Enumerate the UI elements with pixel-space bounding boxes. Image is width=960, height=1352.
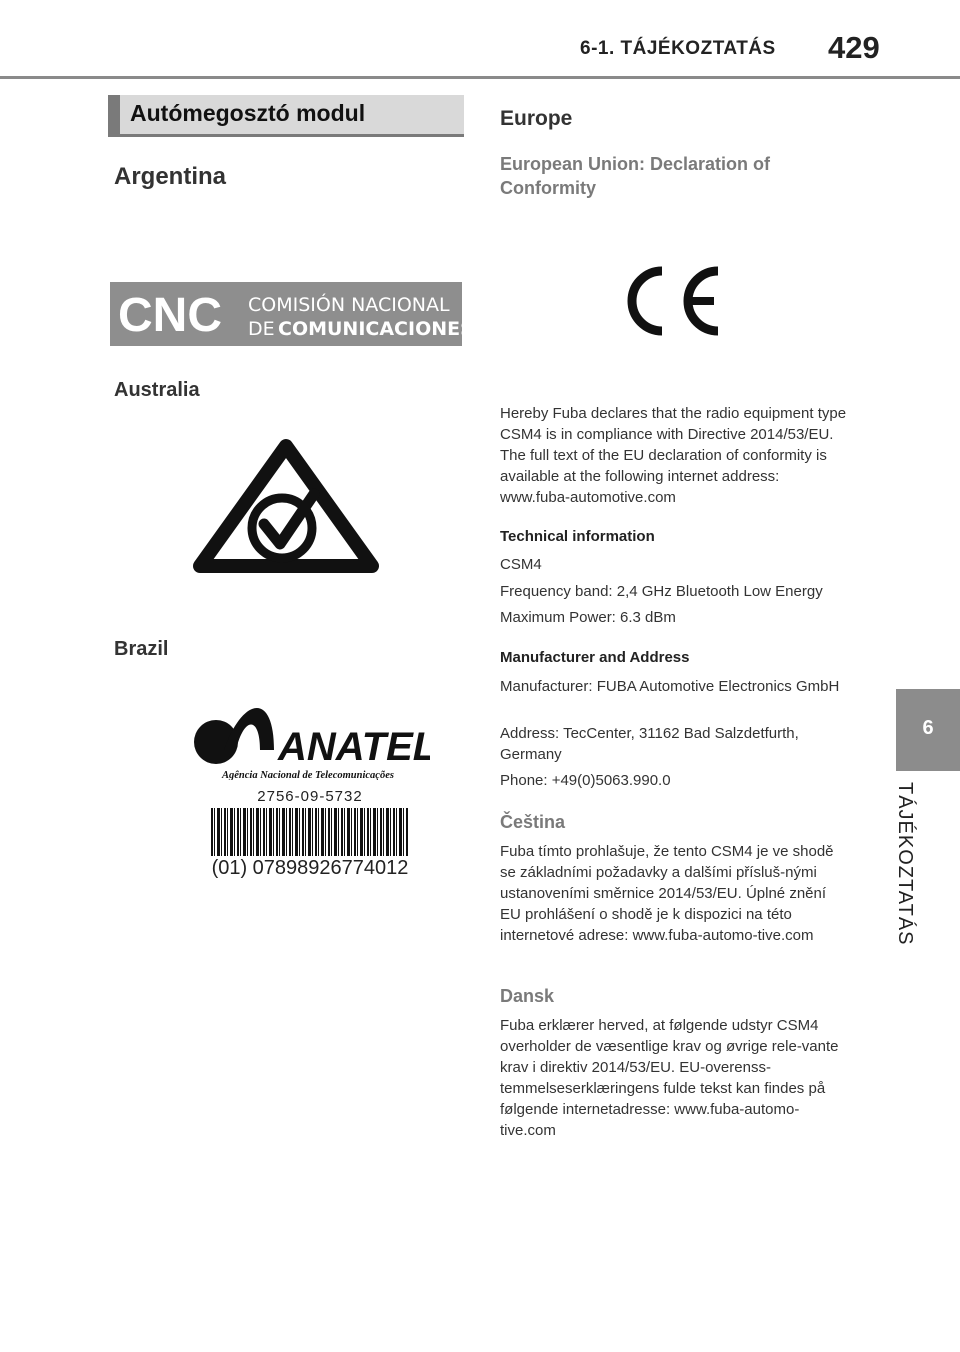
cnc-logo-graphic [110,282,462,346]
chapter-tab[interactable] [896,689,960,771]
anatel-code: 2756-09-5732 [257,788,363,805]
tech-model: CSM4 [500,556,542,573]
manufacturer-phone: Phone: +49(0)5063.990.0 [500,772,671,789]
section-title: Autómegosztó modul [130,100,366,126]
ce-mark-icon [618,263,722,344]
heading-cestina: Čeština [500,812,566,832]
heading-brazil: Brazil [114,638,169,660]
anatel-subtitle: Agência Nacional de Telecomunicações [222,770,394,780]
tech-power: Maximum Power: 6.3 dBm [500,609,676,626]
heading-australia: Australia [114,379,200,401]
cnc-line2: COMUNICACIONES [278,318,462,340]
page-number: 429 [828,30,880,65]
cnc-line2-prefix: DE [248,318,275,340]
chapter-title: 6-1. TÁJÉKOZTATÁS [580,38,776,59]
heading-dansk: Dansk [500,986,555,1006]
cnc-mark: CNC [118,289,222,342]
heading-manufacturer: Manufacturer and Address [500,649,690,666]
chapter-side-label [893,782,937,952]
tech-frequency: Frequency band: 2,4 GHz Bluetooth Low Energy [500,583,823,600]
anatel-name: ANATEL [278,725,430,769]
manufacturer-address: Address: TecCenter, 31162 Bad Salzdetfurth, Germany [500,725,799,763]
barcode-bars [211,808,409,856]
chapter-tab-number: 6 [922,717,934,739]
heading-technical-information: Technical information [500,528,655,545]
heading-eu-declaration: European Union: Declaration of Conformity [500,154,771,198]
dansk-text: Fuba erklærer herved, at følgende udstyr CSM4 overholder de væsentlige krav og øvrige rele-vante krav i direktiv 2014/53/EU. EU-overenss-temmelseserklæringens fulde tekst kan findes på følgende internetadresse: www.fuba-automo-tive.com [500,1017,839,1139]
heading-argentina: Argentina [114,163,227,190]
cnc-line1: COMISIÓN NACIONAL [248,294,450,316]
heading-europe: Europe [500,107,573,130]
cestina-text: Fuba tímto prohlašuje, že tento CSM4 je ve shodě se základními požadavky a dalšími přísluš-nými ustanoveními směrnice 2014/53/EU. Úplné znění EU prohlášení o shodě je k dispozici na této internetové adrese: www.fuba-automo-tive.com [500,843,834,944]
header-divider [0,76,960,79]
rcm-compliance-icon [186,432,386,587]
eu-declaration-text: Hereby Fuba declares that the radio equipment type CSM4 is in compliance with Directive 2014/53/EU. The full text of the EU declaration of conformity is available at the following internet address: www.fuba-automotive.com [500,405,847,506]
anatel-logo [190,690,430,785]
manufacturer-name: Manufacturer: FUBA Automotive Electronics GmbH [500,678,840,695]
section-title-box [108,95,464,137]
anatel-barcode [205,788,415,880]
barcode-number: (01) 07898926774012 [211,857,409,879]
cnc-logo [110,282,462,346]
chapter-side-label-text: TÁJÉKOZTATÁS [894,782,916,946]
